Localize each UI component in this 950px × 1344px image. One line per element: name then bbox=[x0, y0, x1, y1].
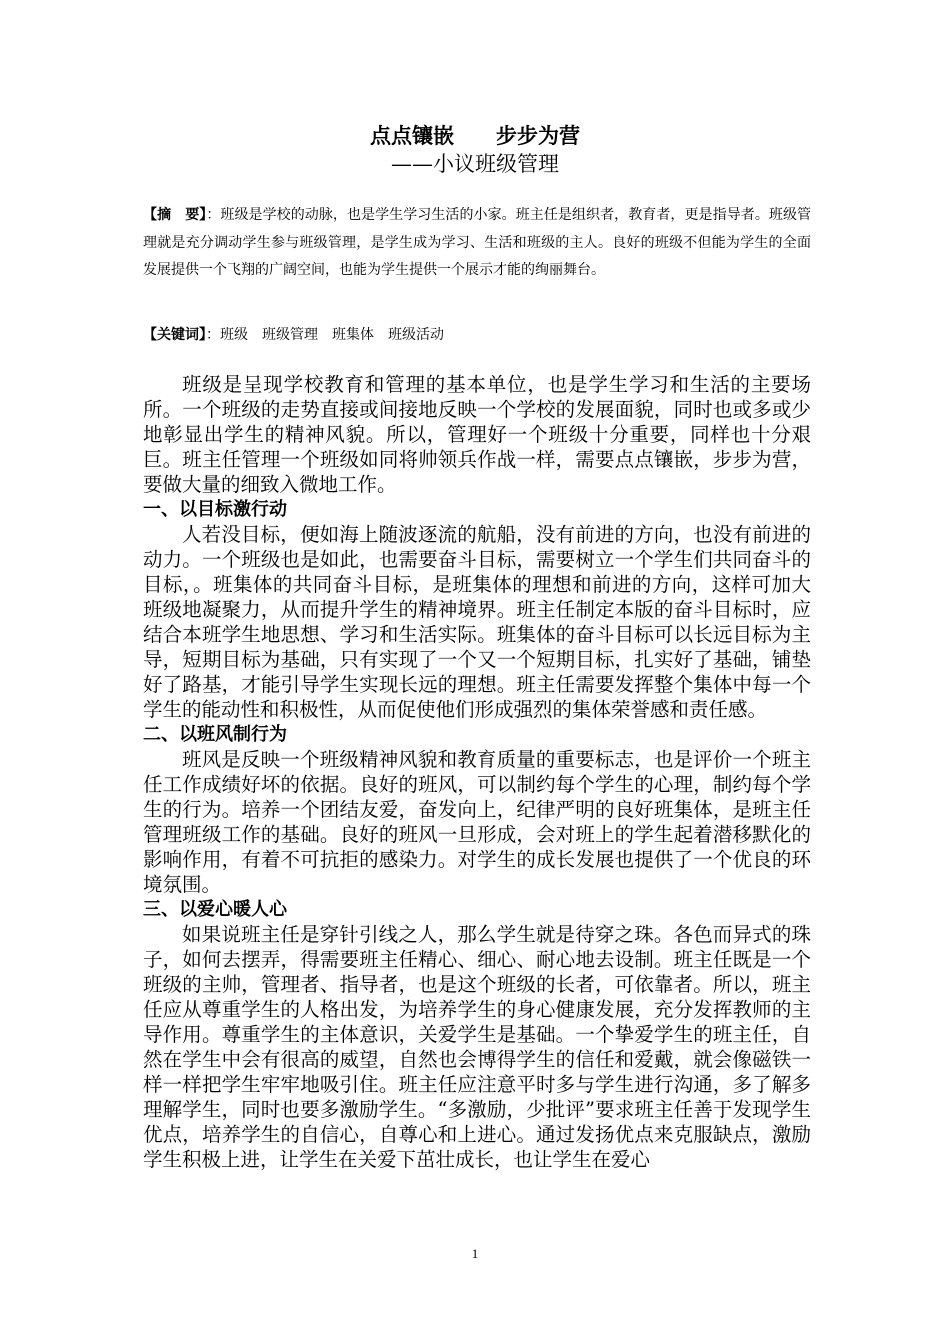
keywords-text: ：班级 班级管理 班集体 班级活动 bbox=[206, 327, 444, 343]
keywords-label: 【关键词】 bbox=[143, 327, 206, 343]
intro-paragraph: 班级是呈现学校教育和管理的基本单位，也是学生学习和生活的主要场所。一个班级的走势直接或间接地反映一个学校的发展面貌，同时也或多或少地彰显出学生的精神风貌。所以，管理好一个班级十分重要，同样也十分艰巨。班主任管理一个班级如同将帅领兵作战一样，需要点点镶嵌，步步为营，要做大量的细致入微地工作。 bbox=[143, 373, 811, 496]
abstract-text: ：班级是学校的动脉，也是学生学习生活的小家。班主任是组织者，教育者，更是指导者。班级管理就是充分调动学生参与班级管理，是学生成为学习、生活和班级的主人。良好的班级不但能为学生的全面发展提供一个飞翔的广阔空间，也能为学生提供一个展示才能的绚丽舞台。 bbox=[143, 207, 812, 278]
section-paragraph-1: 人若没目标，便如海上随波逐流的航船，没有前进的方向，也没有前进的动力。一个班级也是如此，也需要奋斗目标，需要树立一个学生们共同奋斗的目标，。班集体的共同奋斗目标，是班集体的理想和前进的方向，这样可加大班级地凝聚力，从而提升学生的精神境界。班主任制定本版的奋斗目标时，应结合本班学生地思想、学习和生活实际。班集体的奋斗目标可以长远目标为主导，短期目标为基础，只有实现了一个又一个短期目标，扎实好了基础，铺垫好了路基，才能引导学生实现长远的理想。班主任需要发挥整个集体中每一个学生的能动性和积极性，从而促使他们形成强烈的集体荣誉感和责任感。 bbox=[143, 523, 811, 721]
document-title: 点点镶嵌 步步为营 bbox=[370, 124, 580, 148]
document-subtitle: ——小议班级管理 bbox=[391, 152, 559, 176]
body-text bbox=[143, 372, 811, 1172]
keywords bbox=[143, 322, 811, 349]
section-paragraph-2: 班风是反映一个班级精神风貌和教育质量的重要标志，也是评价一个班主任工作成绩好坏的依据。良好的班风，可以制约每个学生的心理，制约每个学生的行为。培养一个团结友爱，奋发向上，纪律严明的良好班集体，是班主任管理班级工作的基础。良好的班风一旦形成，会对班上的学生起着潜移默化的影响作用，有着不可抗拒的感染力。对学生的成长发展也提供了一个优良的环境氛围。 bbox=[143, 748, 811, 896]
section-heading-3: 三、以爱心暖人心 bbox=[143, 899, 287, 920]
abstract bbox=[143, 202, 811, 285]
page-number: 1 bbox=[471, 1246, 479, 1261]
section-heading-1: 一、以目标激行动 bbox=[143, 499, 287, 520]
section-paragraph-3: 如果说班主任是穿针引线之人，那么学生就是待穿之珠。各色而异式的珠子，如何去摆弄，得需要班主任精心、细心、耐心地去设制。班主任既是一个班级的主帅，管理者、指导者，也是这个班级的长者，可依靠者。所以，班主任应从尊重学生的人格出发，为培养学生的身心健康发展，充分发挥教师的主导作用。尊重学生的主体意识，关爱学生是基础。一个挚爱学生的班主任，自然在学生中会有很高的威望，自然也会博得学生的信任和爱戴，就会像磁铁一样一样把学生牢牢地吸引住。班主任应注意平时多与学生进行沟通，多了解多理解学生，同时也要多激励学生。“多激励，少批评”要求班主任善于发现学生优点，培养学生的自信心，自尊心和上进心。通过发扬优点来克服缺点，激励学生积极上进，让学生在关爱下茁壮成长，也让学生在爱心 bbox=[143, 923, 811, 1171]
section-heading-2: 二、以班风制行为 bbox=[143, 724, 287, 745]
abstract-label: 【摘 要】 bbox=[143, 207, 207, 223]
